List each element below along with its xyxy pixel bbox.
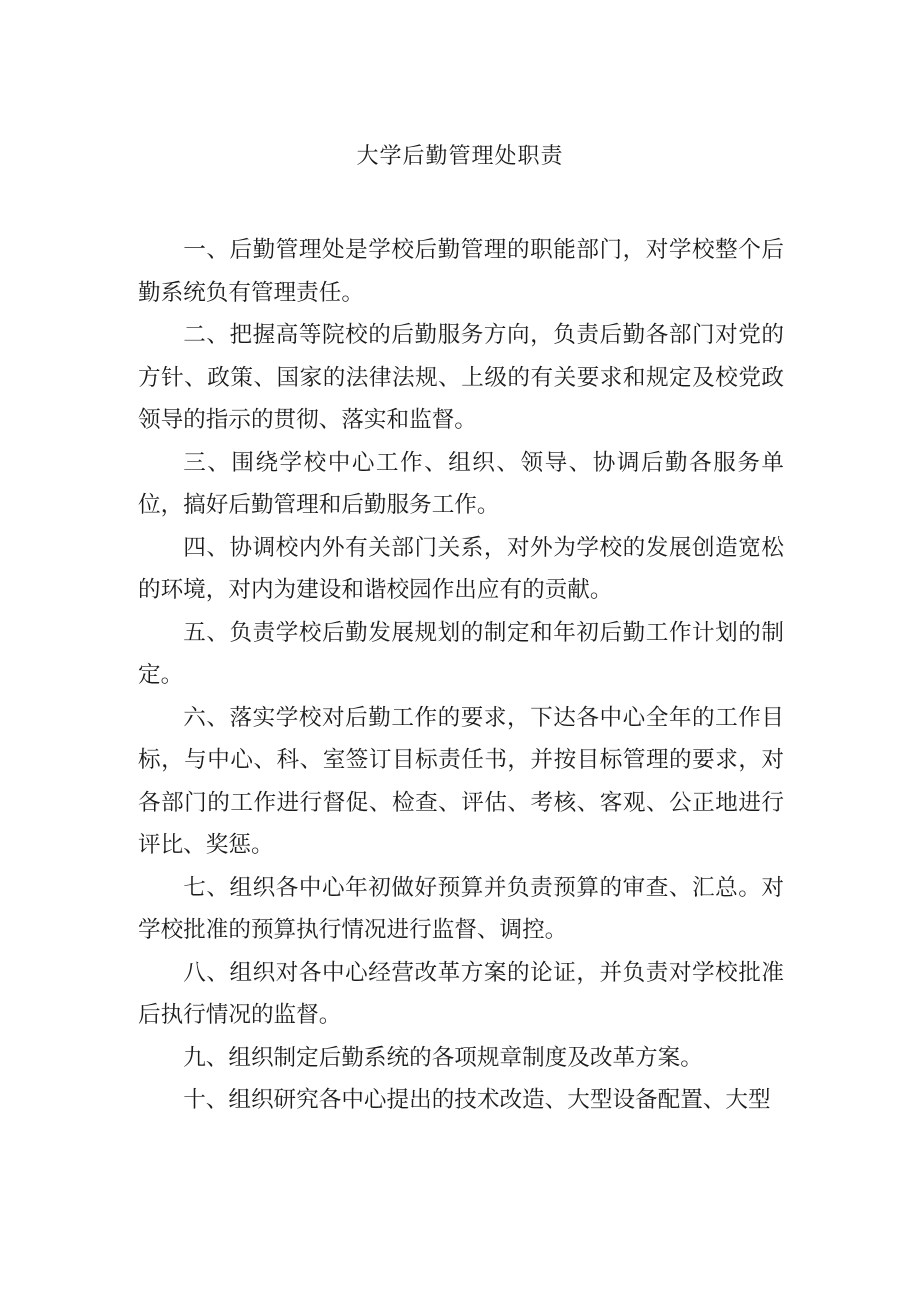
paragraph-3: 三、围绕学校中心工作、组织、领导、协调后勤各服务单位，搞好后勤管理和后勤服务工作。	[138, 449, 784, 518]
paragraph-7: 七、组织各中心年初做好预算并负责预算的审查、汇总。对学校批准的预算执行情况进行监督、调控。	[138, 874, 784, 943]
paragraph-6: 六、落实学校对后勤工作的要求，下达各中心全年的工作目标，与中心、科、室签订目标责任书，并按目标管理的要求，对各部门的工作进行督促、检查、评估、考核、客观、公正地进行评比、奖惩。	[138, 704, 784, 858]
paragraph-10: 十、组织研究各中心提出的技术改造、大型设备配置、大型	[183, 1087, 771, 1113]
paragraph-2: 二、把握高等院校的后勤服务方向，负责后勤各部门对党的方针、政策、国家的法律法规、上级的有关要求和规定及校党政领导的指示的贯彻、落实和监督。	[138, 322, 784, 433]
document-body	[138, 229, 784, 1122]
paragraph-8: 八、组织对各中心经营改革方案的论证，并负责对学校批准后执行情况的监督。	[138, 959, 784, 1028]
document-title: 大学后勤管理处职责	[356, 144, 564, 169]
paragraph-9: 九、组织制定后勤系统的各项规章制度及改革方案。	[183, 1044, 703, 1071]
paragraph-1: 一、后勤管理处是学校后勤管理的职能部门，对学校整个后勤系统负有管理责任。	[138, 237, 784, 306]
paragraph-4: 四、协调校内外有关部门关系，对外为学校的发展创造宽松的环境，对内为建设和谐校园作出应有的贡献。	[138, 534, 784, 603]
paragraph-5: 五、负责学校后勤发展规划的制定和年初后勤工作计划的制定。	[138, 619, 784, 688]
